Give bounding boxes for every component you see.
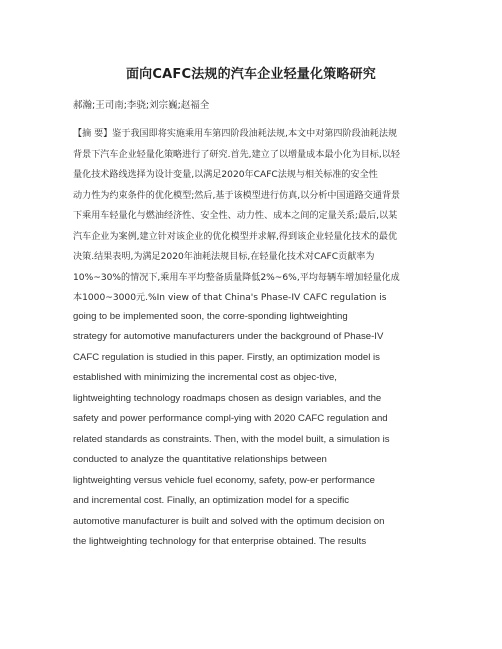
abstract-line: conducted to analyze the quantitative relationships between <box>73 454 327 465</box>
abstract-line: the lightweighting technology for that enterprise obtained. The results <box>73 536 367 547</box>
abstract-line: related standards as constraints. Then, with the model built, a simulation is <box>73 433 390 445</box>
abstract-line: strategy for automotive manufacturers under the background of Phase-IV <box>73 331 384 342</box>
abstract-line: 10%~30%的情况下,乘用车平均整备质量降低2%~6%,平均每辆车增加轻量化成 <box>73 272 400 283</box>
abstract-line: automotive manufacturer is built and solved with the optimum decision on <box>73 515 385 527</box>
abstract-line: 决策.结果表明,为满足2020年油耗法规目标,在轻量化技术对CAFC贡献率为 <box>73 252 375 262</box>
abstract-line: and incremental cost. Finally, an optimization model for a specific <box>73 495 350 506</box>
abstract-line: 汽车企业为案例,建立针对该企业的优化模型并求解,得到该企业轻量化技术的最优 <box>73 231 398 242</box>
paper-title: 面向CAFC法规的汽车企业轻量化策略研究 <box>125 67 377 82</box>
abstract-line: lightweighting technology roadmaps chosen as design variables, and the <box>73 392 382 404</box>
abstract-line: 下乘用车轻量化与燃油经济性、安全性、动力性、成本之间的定量关系;最后,以某 <box>73 211 398 221</box>
abstract-line: CAFC regulation is studied in this paper. Firstly, an optimization model is <box>73 351 380 363</box>
abstract-line: 本1000~3000元.%In view of that China's Phase-IV CAFC regulation is <box>73 293 387 303</box>
abstract-line: 量化技术路线选择为设计变量,以满足2020年CAFC法规与相关标准的安全性 <box>73 170 378 180</box>
author-list: 郝瀚;王司南;李骁;刘宗巍;赵福全 <box>73 100 210 111</box>
abstract-line: 背景下汽车企业轻量化策略进行了研究.首先,建立了以增量成本最小化为目标,以轻 <box>73 149 400 160</box>
abstract-line: 【摘 要】鉴于我国即将实施乘用车第四阶段油耗法规,本文中对第四阶段油耗法规 <box>73 129 398 139</box>
abstract-line: lightweighting versus vehicle fuel economy, safety, pow-er performance <box>73 474 375 486</box>
abstract-line: going to be implemented soon, the corre-sponding lightweighting <box>73 310 348 322</box>
abstract-line: established with minimizing the incremental cost as objec-tive, <box>73 372 337 383</box>
abstract-line: safety and power performance compl-ying with 2020 CAFC regulation and <box>73 413 388 424</box>
abstract-line: 动力性为约束条件的优化模型;然后,基于该模型进行仿真,以分析中国道路交通背景 <box>73 190 401 201</box>
